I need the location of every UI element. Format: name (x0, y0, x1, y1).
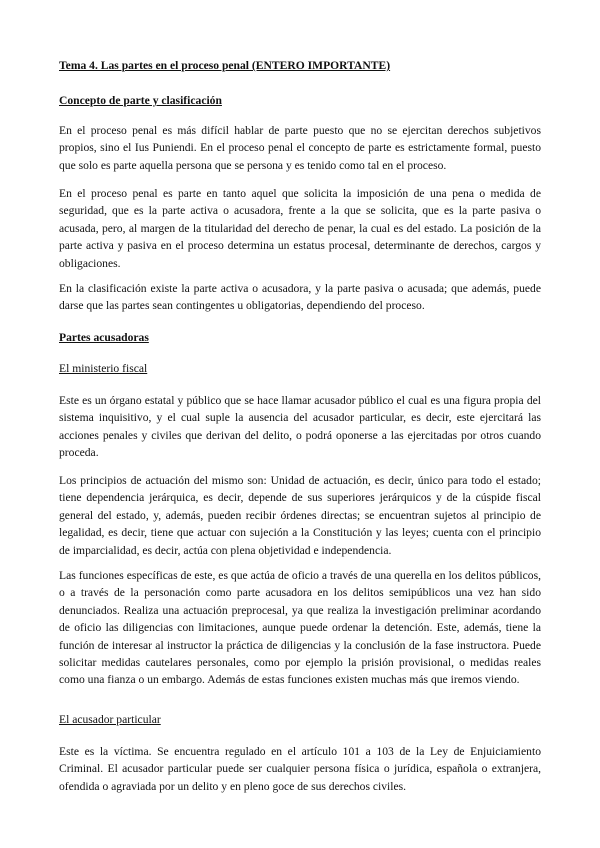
subsection-heading-acusador-particular: El acusador particular (59, 713, 161, 726)
paragraph: Los principios de actuación del mismo son: Unidad de actuación, es decir, único para todo el estado; tiene dependencia jerárquica, es decir, depende de sus superiores jerárquicos y de la cúspide fiscal general del estado, y, además, pueden recibir órdenes directas; se encuentran sujetos al principio de legalidad, es decir, tiene que actuar con sujeción a la Constitución y las leyes; cuenta con el principio de imparcialidad, es decir, actúa con plena objetividad e independencia. (59, 474, 541, 557)
subsection-heading-ministerio-fiscal: El ministerio fiscal (59, 362, 148, 375)
paragraph: Este es un órgano estatal y público que se hace llamar acusador público el cual es una figura propia del sistema inquisitivo, y el cual suple la ausencia del acusador particular, es decir, este ejercitará las acciones penales y civiles que derivan del delito, o podrá oponerse a las ejercitadas por otros cuando proceda. (59, 394, 541, 460)
document-title: Tema 4. Las partes en el proceso penal (ENTERO IMPORTANTE) (59, 59, 391, 72)
section-heading-partes-acusadoras: Partes acusadoras (59, 331, 149, 344)
paragraph: En el proceso penal es más difícil hablar de parte puesto que no se ejercitan derechos subjetivos propios, sino el Ius Puniendi. En el proceso penal el concepto de parte es estrictamente formal, puesto que solo es parte aquella persona que se persona y es tenido como tal en el proceso. (59, 124, 541, 172)
paragraph: Este es la víctima. Se encuentra regulado en el artículo 101 a 103 de la Ley de Enjuiciamiento Criminal. El acusador particular puede ser cualquier persona física o jurídica, española o extranjera, ofendida o agraviada por un delito y en pleno goce de sus derechos civiles. (59, 745, 541, 793)
paragraph: Las funciones específicas de este, es que actúa de oficio a través de una querella en los delitos públicos, o a través de la personación como parte acusadora en los delitos semipúblicos una vez han sido denunciados. Realiza una actuación preprocesal, ya que realiza la investigación preliminar acordando de oficio las diligencias con limitaciones, aunque puede ordenar la detención. Este, además, tiene la función de interesar al instructor la práctica de diligencias y la conclusión de la fase instructora. Puede solicitar medidas cautelares personales, como por ejemplo la prisión provisional, o medidas reales como una fianza o un embargo. Además de estas funciones existen muchas más que iremos viendo. (59, 569, 541, 687)
paragraph: En la clasificación existe la parte activa o acusadora, y la parte pasiva o acusada; que además, puede darse que las partes sean contingentes u obligatorias, dependiendo del proceso. (59, 282, 541, 313)
section-heading-concepto: Concepto de parte y clasificación (59, 94, 222, 107)
paragraph: En el proceso penal es parte en tanto aquel que solicita la imposición de una pena o medida de seguridad, que es la parte activa o acusadora, frente a la que se solicita, que es la parte pasiva o acusada, pero, al margen de la titularidad del derecho de penar, la cual es del estado. La posición de la parte activa y pasiva en el proceso determina un estatus procesal, determinante de derechos, cargos y obligaciones. (59, 187, 541, 270)
